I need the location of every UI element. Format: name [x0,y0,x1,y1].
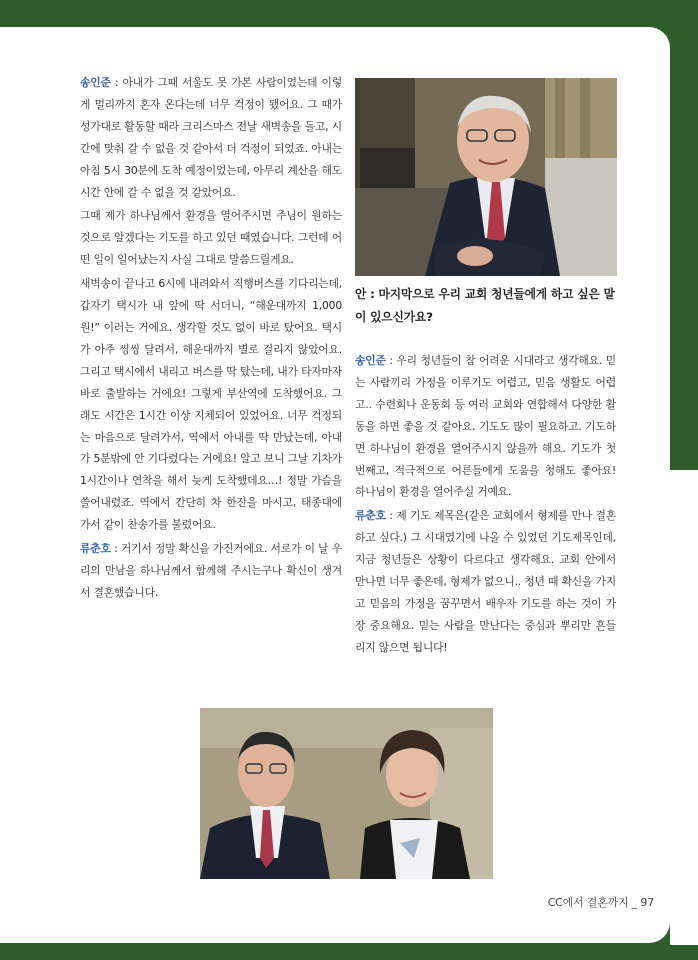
paragraph-text: : 거기서 정말 확신을 가진거에요. 서로가 이 날 우리의 만남을 하나님께서 함께해 주시는구나 확신이 생겨서 결혼했습니다. [80,542,342,599]
paragraph [80,538,342,604]
interview-question: 안 : 마지막으로 우리 교회 청년들에게 하고 싶은 말이 있으신가요? [355,287,615,324]
photo-couple-image [200,708,493,879]
photo-man-image [355,78,617,276]
paragraph [355,505,616,658]
paragraph [355,350,616,503]
paragraph [80,273,342,536]
photo-man [355,78,617,276]
paragraph-text: 새벽송이 끝나고 6시에 내려와서 직행버스를 기다리는데, 갑자기 택시가 내 앞에 딱 서더니, “해운대까지 1,000원!” 이러는 거에요. 생각할 것도 없이 바로 탔어요. 택시가 아주 씽씽 달려서, 해운대까지 별로 걸리지 않았어요. 그리고 택시에서 내리고 버스를 딱 탔는데, 내가 타자마자 바로 출발하는 거에요! 그렇게 부산역에 도착했어요. 그래도 시간은 1시간 이상 지체되어 있었어요. 너무 걱정되는 마음으로 달려가서, 역에서 아내를 딱 만났는데, 아내가 5분밖에 안 기다렸다는 거에요! 알고 보니 그날 기차가 1시간이나 연착을 해서 늦게 도착했데요…! 정말 가슴을 쓸어내렸죠. 역에서 간단히 차 한잔을 마시고, 태종대에 가서 같이 찬송가를 불렀어요. [80,277,342,532]
paragraph [80,205,342,271]
paragraph-text: : 제 기도 제목은(같은 교회에서 형제를 만나 결혼하고 싶다.) 그 시대였기에 나올 수 있었던 기도제목인데, 지금 청년들은 상황이 다르다고 생각해요. 교회 안에서 만나면 너무 좋은데, 형제가 없으니.. 청년 때 확신을 가지고 믿음의 가정을 꿈꾸면서 배우자 기도를 하는 것이 가장 중요해요. 믿는 사람을 만난다는 중심과 뿌리만 흔들리지 않으면 됩니다! [355,509,616,654]
speaker-name: 송인준 [80,76,111,89]
left-column [80,72,342,604]
page-footer: CC에서 결혼까지 _ 97 [547,896,654,909]
paragraph-text: 그때 제가 하나님께서 환경을 열어주시면 주님이 원하는 것으로 알겠다는 기도를 하고 있던 때였습니다. 그런데 어떤 일이 일어났는지 사실 그대로 말씀드릴게요. [80,209,342,267]
speaker-name: 송인준 [355,354,386,367]
right-column [355,350,616,659]
paragraph-text: : 우리 청년들이 참 어려운 시대라고 생각해요. 믿는 사람끼리 가정을 이루기도 어렵고, 믿음 생활도 어렵고.. 수련회나 운동회 등 여러 교회와 연합해서 다양한 활동을 하면 좋을 것 같아요. 기도도 많이 필요하고. 기도하면 하나님이 환경을 열어주시지 않을까 해요. 기도가 첫 번째고, 적극적으로 어른들에게 도움을 청해도 좋아요! 하나님이 환경을 열어주실 거예요. [355,354,616,499]
side-margin [670,470,698,945]
paragraph-text: : 아내가 그때 서울도 못 가본 사람이었는데 이렇게 멀리까지 혼자 온다는데 너무 걱정이 됐어요. 그 때가 성가대로 활동할 때라 크리스마스 전날 새벽송을 돌고, 시간에 맞춰 갈 수 없을 것 같아서 더 걱정이 되었죠. 아내는 아침 5시 30분에 도착 예정이었는데, 아무리 계산을 해도 시간 안에 갈 수 없을 것 같았어요. [80,76,342,199]
photo-couple [200,708,493,879]
speaker-name: 류춘호 [80,542,111,556]
speaker-name: 류춘호 [355,509,386,523]
paragraph [80,72,342,203]
